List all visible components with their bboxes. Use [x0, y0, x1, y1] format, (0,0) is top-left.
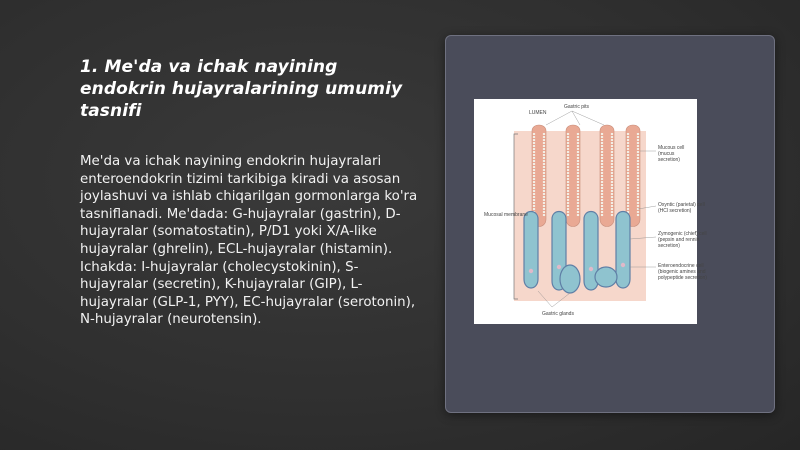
label-zymogenic: Zymogenic (chief) cell	[658, 231, 707, 237]
label-enteroendocrine-3: polypeptide secretion)	[658, 275, 707, 281]
label-enteroendocrine: Enteroendocrine cell	[658, 263, 704, 269]
label-zymogenic-2: (pepsin and rennin	[658, 237, 700, 243]
slide-body-text: Me'da va ichak nayining endokrin hujayralari enteroendokrin tizimi tarkibiga kiradi va asosan joylashuvi va ishlab chiqarilgan gormonlarga ko'ra tasniflanadi. Me'dada: G-hujayralar (gastrin), D-hujayralar (somatostatin), P/D1 yoki X/A-like hujayralar (ghrelin), ECL-hujayralar (histamin). Ichakda: I-hujayralar (cholecystokinin), S-hujayralar (secretin), K-hujayralar (GIP), L-hujayralar (GLP-1, PYY), EC-hujayralar (serotonin), N-hujayralar (neurotensin).	[80, 154, 418, 328]
label-mucosal-1: Mucosal membrane	[484, 212, 528, 218]
label-mucous-cell-3: secretion)	[658, 157, 680, 163]
label-lumen: LUMEN	[529, 110, 547, 116]
label-oxyntic: Oxyntic (parietal) cell	[658, 202, 705, 208]
gastric-mucosa-illustration	[474, 99, 707, 324]
label-gastric-glands: Gastric glands	[542, 311, 574, 317]
label-mucous-cell-2: (mucus	[658, 151, 675, 157]
label-mucous-cell: Mucous cell	[658, 145, 685, 151]
label-gastric-pits: Gastric pits	[564, 104, 590, 110]
label-enteroendocrine-2: (biogenic amines and	[658, 269, 706, 275]
label-zymogenic-3: secretion)	[658, 243, 680, 249]
label-oxyntic-2: (HCl secretion)	[658, 208, 692, 214]
slide-title: 1. Me'da va ichak nayining endokrin hujayralarining umumiy tasnifi	[80, 57, 403, 121]
